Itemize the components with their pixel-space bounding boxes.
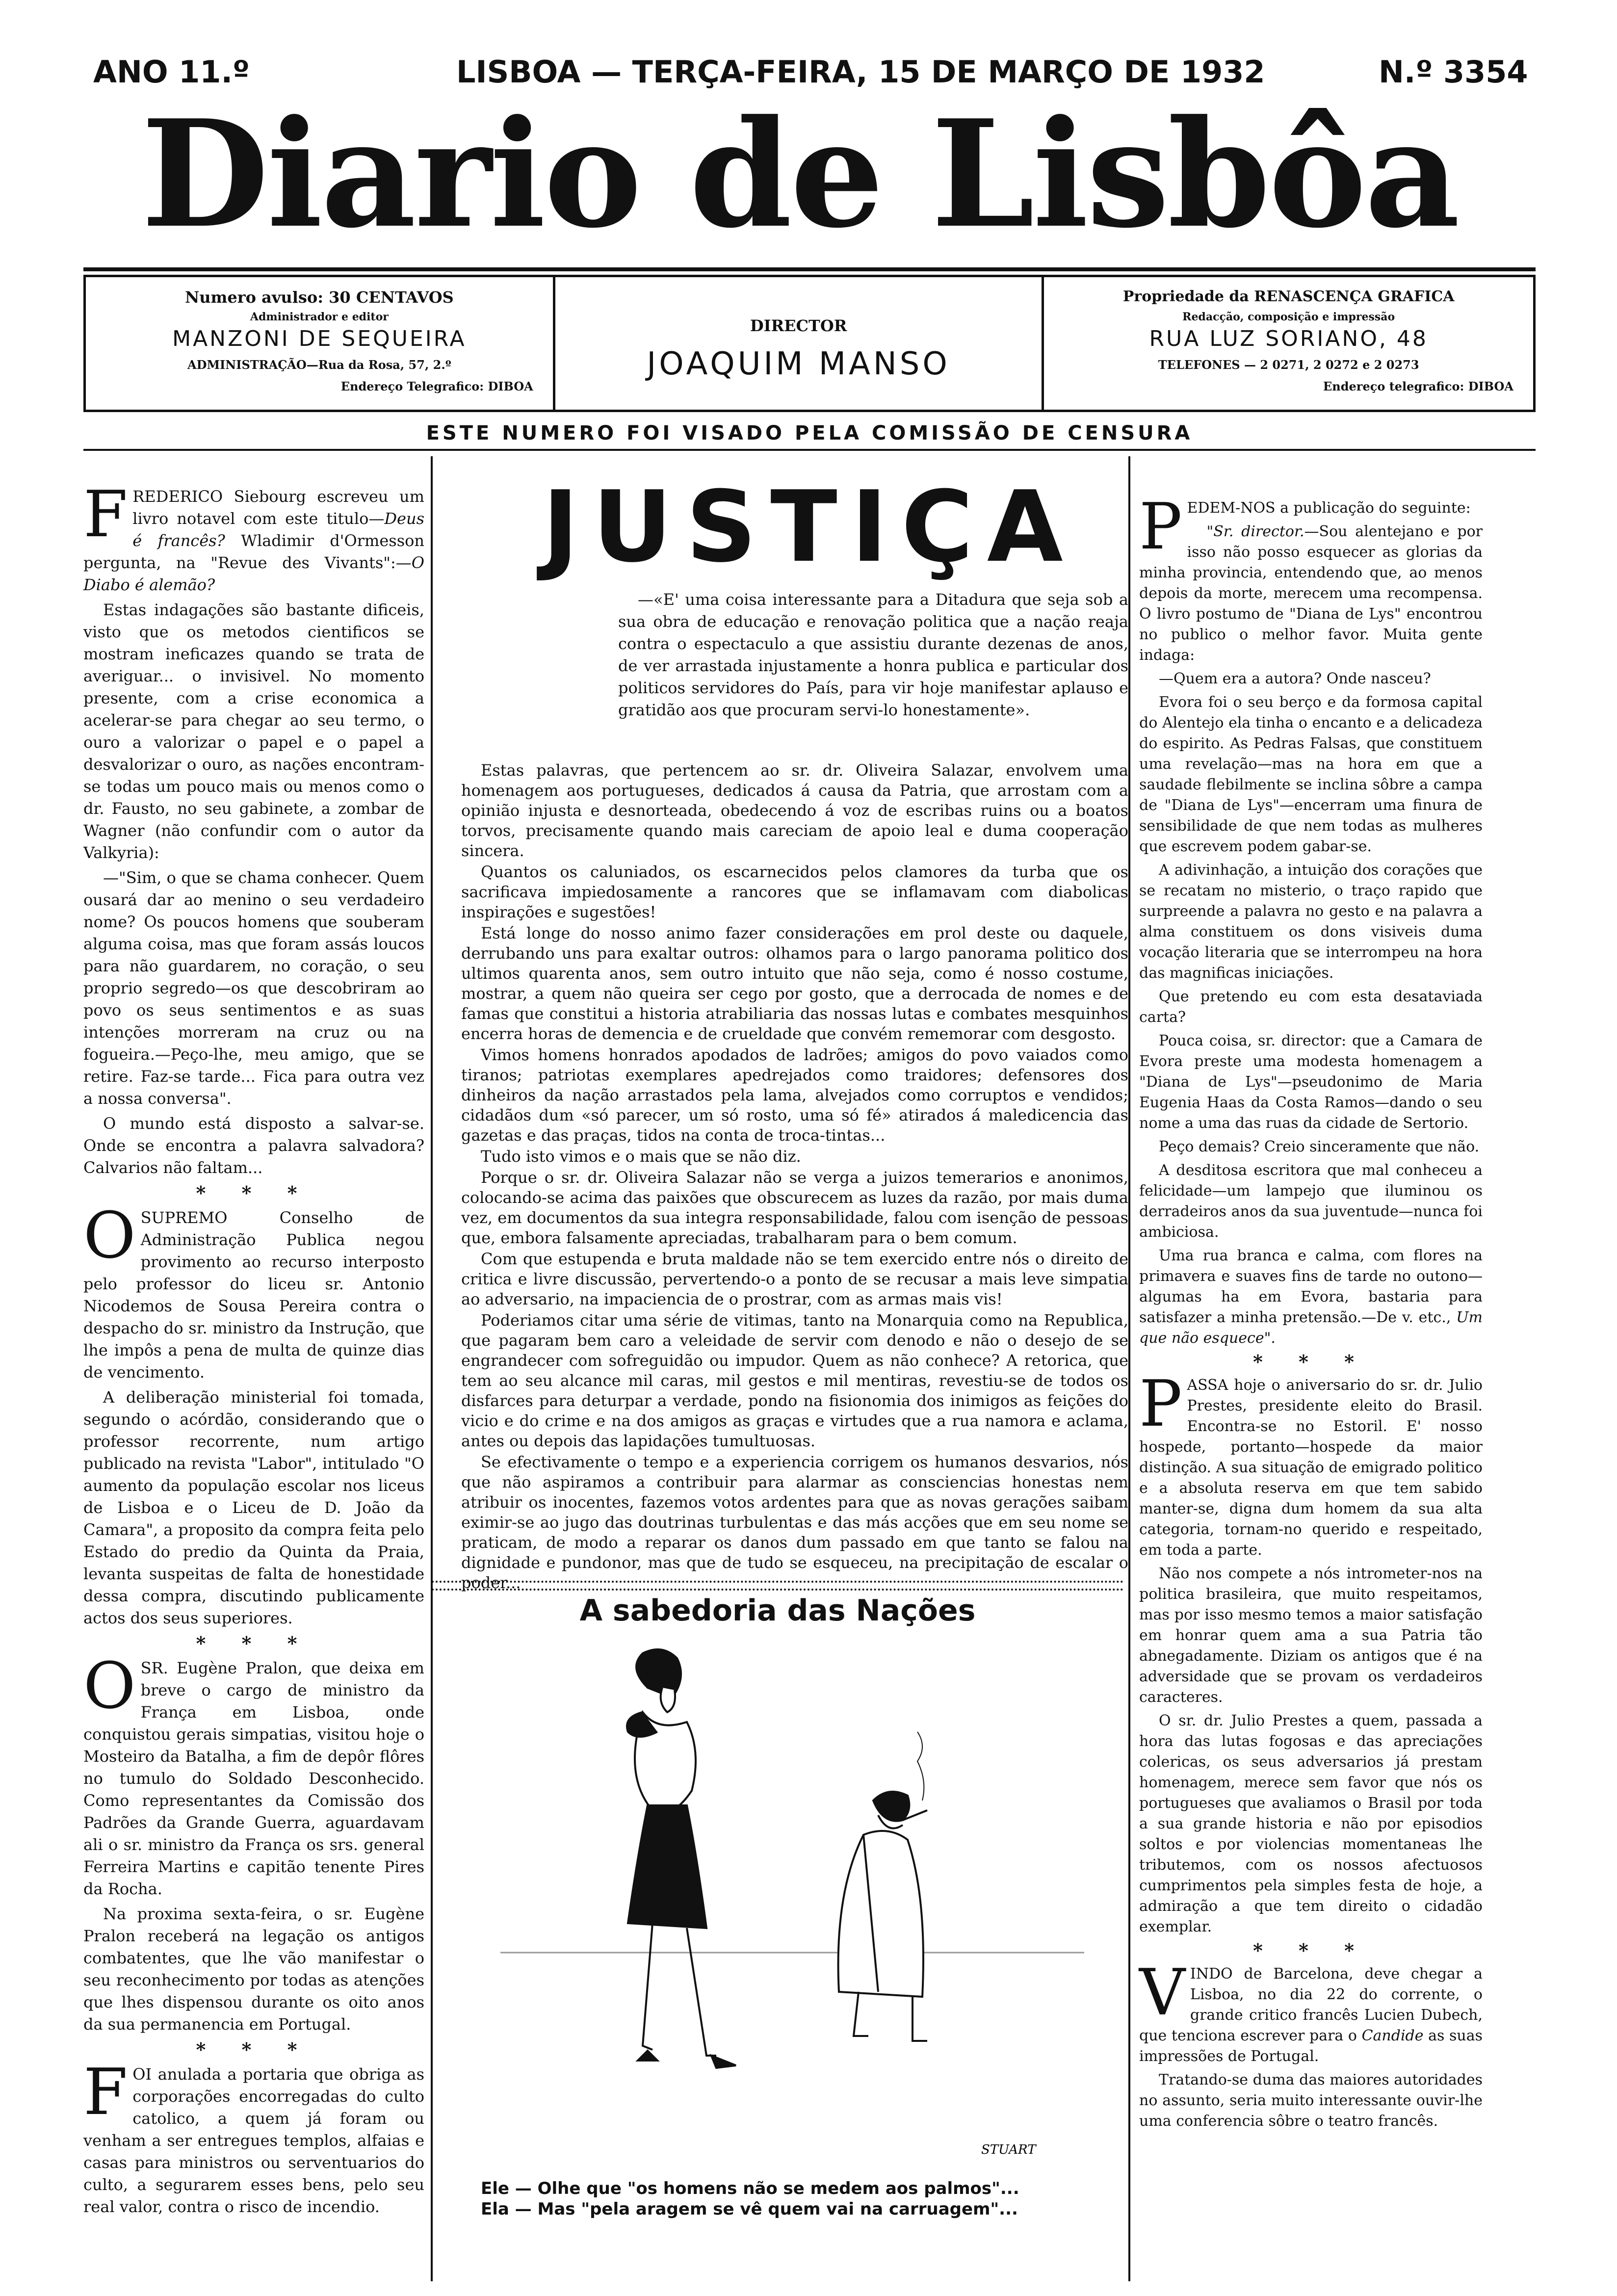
paragraph: Poderiamos citar uma série de vitimas, tanto na Monarquia como na Republica, que pagaram bem caro a veleidade de servir com denodo e não o desejo de se engrandecer com sofreguidão ou impudor. Quem as não conhece? A retorica, que tem ao seu alcance mil caras, mil gestos e mil mentiras, revestiu-se de todos os disfarces para deturpar a verdade, pondo na fisionomia dos inimigos as feições do vicio e do crime e na dos amigos as graças e virtudes que a rua namora e aclama, antes ou depois das lapidações tumultuosas. (461, 1311, 1128, 1450)
dropcap: P (1139, 1366, 1182, 1441)
salazar-quote (618, 589, 1128, 721)
paragraph: Se efectivamente o tempo e a experiencia corrigem os humanos desvarios, nós que não aspiramos a contribuir para alarmar as consciencias honestas nem atribuir os inocentes, fazemos votos ardentes para que as novas gerações saibam eximir-se ao jugo das doutrinas turbulentas e das más acções que em seu nome se praticam, de modo a reparar os danos dum passado em que tanto se falou na dignidade e pundonor, mas que de tudo se esqueceu, na precipitação de escalar o poder... (461, 1453, 1128, 1592)
paragraph: Pouca coisa, sr. director: que a Camara de Evora preste uma modesta homenagem a "Diana de Lys"—pseudonimo de Maria Eugenia Haas da Costa Ramos—dando o seu nome a uma das ruas da cidade de Sertorio. (1139, 1032, 1483, 1132)
paragraph: —Quem era a autora? Onde nasceu? (1159, 670, 1431, 687)
left-column (83, 477, 424, 2221)
text: INDO de Barcelona, deve chegar a Lisboa, no dia 22 do corrente, o grande critico francês Lucien Dubech, que tenciona escrever para o (1139, 1965, 1483, 2044)
text: as suas impressões de Portugal. (1139, 2027, 1483, 2065)
text: Wladimir d'Ormesson pergunta, na "Revue des Vivants":— (83, 531, 424, 572)
paragraph: Vimos homens honrados apodados de ladrões; amigos do povo vaiados como tiranos; patriotas exemplares apedrejados como traidores; defensores dos dinheiros da nação arrastados pela lama, alvejados como corruptos e vendidos; cidadãos dum «só parecer, um só rosto, uma só fé» atirados á maledicencia das gazetas e das praças, tidos na conta de troca-tintas... (461, 1045, 1128, 1145)
paragraph: Evora foi o seu berço e da formosa capital do Alentejo ela tinha o encanto e a delicadeza do espirito. As Pedras Falsas, que constituem uma revelação—mas na hora em que a saudade flebilmente se inclina sôbre a campa de "Diana de Lys"—encerram uma finura de sensibilidade de que nem todas as mulheres que escrevem podem gabar-se. (1139, 694, 1483, 855)
editorial-address: RUA LUZ SORIANO, 48 (1149, 326, 1428, 351)
paragraph: Com que estupenda e bruta maldade não se tem exercido entre nós o direito de critica e livre discussão, pervertendo-o a ponto de se recusar a mais leve simpatia ao adversario, na impaciencia de o prostrar, com as armas mais vis! (461, 1250, 1128, 1308)
owner-line: Propriedade da RENASCENÇA GRAFICA (1122, 288, 1455, 305)
info-right (1044, 277, 1533, 410)
text: Candide (1361, 2027, 1424, 2044)
censor-rule (83, 449, 1536, 451)
paragraph: Tratando-se duma das maiores autoridades no assunto, seria muito interessante ouvir-lhe uma conferencia sôbre o teatro francês. (1139, 2071, 1483, 2130)
article-dubech (1139, 1955, 1483, 2067)
man-leg-right (913, 1997, 927, 2041)
paragraph: Peço demais? Creio sinceramente que não. (1159, 1138, 1480, 1155)
article-fausto (83, 477, 424, 596)
caption-line-1: Ele — Olhe que "os homens não se medem aos palmos"... (481, 2179, 1019, 2198)
dropcap: O (83, 1198, 136, 1273)
text: REDERICO Siebourg escreveu um livro notavel com este titulo— (132, 487, 424, 528)
info-left (86, 277, 555, 410)
column-rule-left (431, 456, 433, 2281)
director-label: DIRECTOR (750, 316, 847, 335)
woman-figure (627, 1649, 736, 2068)
telephones: TELEFONES — 2 0271, 2 0272 e 2 0273 (1158, 358, 1419, 372)
telegraph-right: Endereço telegrafico: DIBOA (1323, 379, 1513, 393)
paragraph: Está longe do nosso animo fazer considerações em prol deste ou daquele, derrubando uns para exaltar outros: olhamos para o largo panorama politico dos ultimos quarenta anos, sem outro intuito que não seja, como é nosso costume, mostrar, a quem não queira ser cego por gosto, que a derrocada de nomes e de famas que constitui a historia atrabiliaria das nossas lutas e combates mesquinhos encerra horas de demencia e de crueldade que convém rememorar com desgosto. (461, 924, 1128, 1043)
woman-leg-left (643, 1923, 652, 2050)
paragraph: —"Sim, o que se chama conhecer. Quem ousará dar ao menino o seu verdadeiro nome? Os poucos homens que souberam alguma coisa, mas que foram assás loucos para não guardarem, no coração, o seu proprio segredo—os que descobriram ao povo os seus sentimentos e as suas intenções morreram na cruz ou na fogueira.—Peço-lhe, meu amigo, que se retire. Faz-se tarde... Fica para outra vez a nossa conversa". (83, 868, 424, 1108)
admin-address: ADMINISTRAÇÃO—Rua da Rosa, 57, 2.º (187, 358, 451, 372)
justica-body (461, 760, 1128, 1594)
dateline: LISBOA — TERÇA-FEIRA, 15 DE MARÇO DE 1932 (456, 54, 1265, 90)
text: SR. Eugène Pralon, que deixa em breve o cargo de ministro da França em Lisboa, onde conquistou gerais simpatias, visitou hoje o Mosteiro da Batalha, a fim de depôr flôres no tumulo do Soldado Desconhecido. Como representantes da Comissão dos Padrões da Grande Guerra, aguardavam ali o sr. ministro da França os srs. general Ferreira Martins e capitão tenente Pires da Rocha. (83, 1659, 424, 1898)
paragraph: Tudo isto vimos e o mais que se não diz. (481, 1147, 801, 1166)
paragraph: Estas indagações são bastante dificeis, visto que os metodos cientificos se mostram ineficazes quando se trata de averiguar... o invisivel. No momento presente, com a crise economica a acelerar-se para chegar ao seu termo, o ouro a valorizar o papel e o papel a desvalorizar o ouro, as nações encontram-se todas um pouco mais ou menos como o dr. Fausto, no seu gabinete, a zombar de Wagner (não confundir com o autor da Valkyria): (83, 600, 424, 862)
article-julio-prestes (1139, 1366, 1483, 1561)
dropcap: F (83, 2055, 128, 2129)
woman-skirt (628, 1805, 706, 1928)
cartoon-title: A sabedoria das Nações (579, 1593, 976, 1628)
woman-leg-right (687, 1928, 716, 2056)
text: Uma rua branca e calma, com flores na primavera e suaves fins de tarde no outono—algumas ha em Evora, bastaria para satisfazer a minha pretensão.—De v. etc., (1139, 1247, 1483, 1326)
paragraph: Na proxima sexta-feira, o sr. Eugène Pralon receberá na legação os antigos combatentes, que lhe vão manifestar o seu reconhecimento por todas as atenções que lhes dispensou durante os oito anos da sua permanencia em Portugal. (83, 1905, 424, 2034)
dropcap: P (1139, 489, 1182, 564)
text: EDEM-NOS a publicação do seguinte: (1187, 499, 1471, 517)
text: ASSA hoje o aniversario do sr. dr. Julio Prestes, presidente eleito do Brasil. Encontra-se no Estoril. E' nosso hospede, portanto—hospede da maior distinção. A sua situação de emigrado politico e a absoluta reserva em que tem sabido manter-se, digna dum homem da sua alta categoria, tornam-no querido e respeitado, em toda a parte. (1139, 1377, 1483, 1559)
dropcap: O (83, 1648, 136, 1723)
masthead-rule (83, 267, 1536, 271)
editorial-label: Redacção, composição e impressão (1182, 311, 1395, 323)
column-rule-right (1128, 456, 1130, 2281)
text: Deus é francês? (132, 509, 424, 550)
text: Um que não esquece". (1139, 1309, 1483, 1347)
cartoon-caption (481, 2178, 1119, 2219)
director-name: JOAQUIM MANSO (647, 346, 950, 382)
paragraph: A desditosa escritora que mal conheceu a felicidade—um lampejo que iluminou os derradeiros anos da sua juventude—nunca foi ambiciosa. (1139, 1162, 1483, 1241)
text: O Diabo é alemão? (83, 553, 424, 594)
separator-stars: * * * (1252, 1351, 1369, 1373)
paragraph: O mundo está disposto a salvar-se. Onde se encontra a palavra salvadora? Calvarios não faltam... (83, 1114, 424, 1177)
info-center (555, 277, 1044, 410)
issue-number: N.º 3354 (1379, 54, 1528, 90)
woman-face (661, 1688, 675, 1712)
text: —Sou alentejano e por isso não posso esquecer as glorias da minha provincia, entendendo que, ao menos depois da morte, merecem uma recompensa. O livro postumo de "Diana de Lys" encontrou no publico o melhor favor. Muita gente indaga: (1139, 523, 1483, 664)
article-pralon (83, 1648, 424, 1900)
paragraph: Estas palavras, que pertencem ao sr. dr. Oliveira Salazar, envolvem uma homenagem aos portugueses, dedicados á causa da Patria, que arrostam com a opinião injusta e desnorteada, obedecendo á voz de escribas ruins ou a boatos torvos, precisamente quando mais careciam de apoio leal e duma cooperação sincera. (461, 761, 1128, 860)
info-box (83, 275, 1536, 412)
text: SUPREMO Conselho de Administração Publica negou provimento ao recurso interposto pelo professor do liceu sr. Antonio Nicodemos de Sousa Pereira contra o despacho do sr. ministro da Instrução, que lhe impôs a pena de multa de quinze dias de vencimento. (83, 1208, 424, 1382)
caption-line-2: Ela — Mas "pela aragem se vê quem vai na carruagem"... (481, 2199, 1018, 2219)
admin-name: MANZONI DE SEQUEIRA (172, 326, 467, 351)
dropcap: F (83, 477, 128, 551)
man-leg-left (854, 1992, 868, 2036)
separator-stars: * * * (196, 1182, 312, 1204)
price-line: Numero avulso: 30 CENTAVOS (185, 288, 454, 307)
woman-shoe-left (638, 2051, 657, 2061)
article-portaria (83, 2055, 424, 2218)
paragraph: A deliberação ministerial foi tomada, segundo o acórdão, considerando que o professor recorrente, num artigo publicado na revista "Labor", intitulado "O aumento da população escolar nos liceus de Lisboa e o Liceu de D. João da Camara", a proposito da compra feita pelo Estado do predio da Quinta da Praia, levanta suspeitas de falta de honestidade dessa compra, discutindo publicamente actos dos seus superiores. (83, 1388, 424, 1627)
masthead-title: Diario de Lisbôa (141, 87, 1459, 261)
censorship-notice: ESTE NUMERO FOI VISADO PELA COMISSÃO DE CENSURA (426, 422, 1193, 444)
cartoon-illustration (471, 1639, 1109, 2168)
article-supremo (83, 1198, 424, 1383)
paragraph: Quantos os caluniados, os escarnecidos pelos clamores da turba que os sacrificava impiedosamente a rancores que se inflamavam com diabolicas inspirações e sugestões! (461, 862, 1128, 921)
year-label: ANO 11.º (93, 54, 250, 90)
admin-label: Administrador e editor (250, 311, 389, 323)
quote-text: —«E' uma coisa interessante para a Ditadura que seja sob a sua obra de educação e renovação politica que a nação reaja contra o espectaculo a que assistiu durante dezenas de anos, de ver arrastada injustamente a honra publica e particular dos politicos servidores do País, para vir hoje manifestar aplauso e gratidão aos que procuram servi-lo honestamente». (618, 590, 1128, 719)
headline-justica: JUSTIÇA (542, 470, 1077, 584)
separator-stars: * * * (1252, 1939, 1369, 1961)
text: OI anulada a portaria que obriga as corporações encorregadas do culto catolico, a quem já foram ou venham a ser entregues templos, alfaias e casas para ministros ou serventuarios do culto, a segurarem esses bens, pelo seu real valor, contra o risco de incendio. (83, 2065, 424, 2216)
smoke (917, 1732, 924, 1800)
paragraph: O sr. dr. Julio Prestes a quem, passada a hora das lutas fogosas e das apreciações colericas, os seus adversarios já prestam homenagem, merece sem favor que nós os portugueses que avaliamos o Brasil por toda a sua grande historia e não por episodios soltos e por violencias momentaneas lhe tributemos, com os nossos afectuosos cumprimentos pela simples festa de hoje, a admiração a que tem direito o cidadão exemplar. (1139, 1712, 1483, 1935)
separator-stars: * * * (196, 2038, 312, 2061)
paragraph: Porque o sr. dr. Oliveira Salazar não se verga a juizos temerarios e anonimos, colocando-se acima das paixões que obscurecem as luzes da razão, por mais duma vez, em documentos da sua integra responsabilidade, falou com isenção de pessoas que, embora falsamente apreciadas, trabalharam para o bem comum. (461, 1168, 1128, 1247)
man-coat (838, 1831, 923, 1997)
right-column (1139, 489, 1483, 2135)
man-figure (838, 1732, 927, 2041)
text: "Sr. director. (1206, 523, 1304, 540)
paragraph: Que pretendo eu com esta desataviada carta? (1139, 988, 1483, 1026)
paragraph: Não nos compete a nós intrometer-nos na politica brasileira, que muito respeitamos, mas por isso mesmo temos a maior satisfação em honrar quem ama a sua Patria tão abnegadamente. Diziam os antigos que é na adversidade que se provam os verdadeiros caracteres. (1139, 1565, 1483, 1706)
paragraph: A adivinhação, a intuição dos corações que se recatam no misterio, o traço rapido que surpreende a palavra no gesto e na palavra a alma constituem os dons visiveis duma vocação literaria que se interrompeu na hora das magnificas iniciações. (1139, 861, 1483, 982)
dropcap: V (1139, 1955, 1185, 2030)
separator-stars: * * * (196, 1632, 312, 1654)
telegraph-left: Endereço Telegrafico: DIBOA (340, 379, 533, 393)
woman-shoe-right (711, 2056, 736, 2068)
artist-signature: STUART (981, 2142, 1036, 2157)
